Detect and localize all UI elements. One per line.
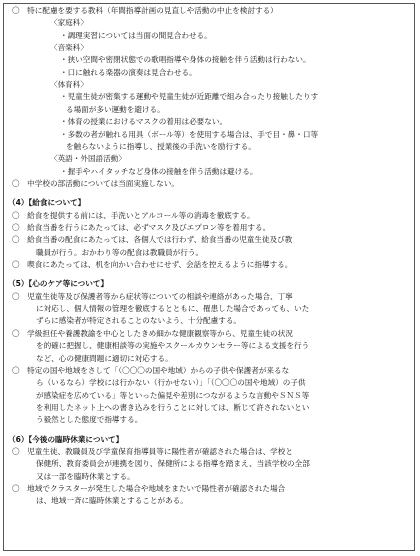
mental-care-item-cont: う毅然とした態度で指導する。: [36, 415, 143, 425]
closure-item-cont: は、地域一斉に臨時休業とすることがある。: [36, 496, 188, 506]
mental-care-item-cont: が感染症を広めている」等といった偏見や差別につながるような言動やＳＮＳ等: [36, 390, 310, 400]
pe-title: 〈体育科〉: [50, 80, 88, 90]
english-title: 〈英語・外国語活動〉: [50, 154, 126, 164]
music-title: 〈音楽科〉: [50, 43, 88, 53]
pe-line: を触らないように指導し、授業後の手洗いを励行する。: [66, 141, 256, 151]
closure-item: 〇 地域でクラスターが発生した場合や地域をまたいで陽性者が確認された場合: [12, 484, 286, 493]
mental-care-item-cont: ずらに感染者が特定されることのないよう、十分配慮する。: [36, 316, 242, 326]
closure-item: 〇 児童生徒、教職員及び学童保育指導員等に陽性者が確認された場合は、学校と: [12, 446, 293, 456]
mental-care-item: 〇 学級担任や養護教諭を中心としたきめ細かな健康観察等から、児童生徒の状況: [12, 328, 293, 338]
special-subjects-item: 〇 特に配慮を要する教科（年間指導計画の見直しや活動の中止を検討する）: [12, 6, 278, 15]
closure-heading: （6）【今後の臨時休業について】: [8, 434, 124, 444]
lunch-item: 〇 給食当番を行うにあたっては、必ずマスク及びエプロン等を着用する。: [12, 222, 271, 232]
closure-item-cont: 又は一部を臨時休業とする。: [36, 471, 135, 481]
home-economics-title: 〈家庭科〉: [50, 18, 88, 28]
mental-care-item-cont: など、心の健康問題に適切に対応する。: [36, 353, 173, 363]
mental-care-item: 〇 児童生徒等及び保護者等から症状等についての相談や連絡があった場合、丁寧: [12, 291, 293, 301]
pe-line: ・体育の授業におけるマスクの着用は必要ない。: [60, 117, 228, 127]
lunch-item-cont: 職員が行う。おかわり等の配食は教職員が行う。: [36, 247, 204, 257]
lunch-item: 〇 給食を提供する前には、手洗いとアルコール等の消毒を徹底する。: [12, 210, 255, 220]
lunch-heading: （4）【給食について】: [8, 198, 86, 208]
club-activities-item: 〇 中学校の部活動については当面実施しない。: [12, 178, 179, 188]
mental-care-item-cont: ら（いるなら）学校には行かない（行かせない）」「（〇〇〇の国や地域）の子供: [36, 378, 306, 388]
lunch-item: 〇 喫食にあたっては、机を向かい合わせにせず、会話を控えるように指導する。: [12, 260, 293, 269]
music-line: ・口に触れる楽器の演奏は見合わせる。: [60, 67, 197, 77]
mental-care-item-cont: に対応し、個人情報の管理を徹底するとともに、罹患した場合であっても、いた: [36, 304, 310, 314]
pe-line: ・児童生徒が密集する運動や児童生徒が近距離で組み合ったり接触したりす: [60, 92, 319, 102]
mental-care-item-cont: を利用したネット上への書き込みを行うことに対しては、断じて許されないとい: [36, 402, 310, 412]
pe-line: る場面が多い運動を避ける。: [66, 104, 165, 114]
mental-care-item-cont: を的確に把握し、健康相談等の実施やスクールカウンセラー等による支援を行う: [36, 341, 310, 351]
mental-care-heading: （5）【心のケア等について】: [8, 279, 109, 289]
music-line: ・狭い空間や密閉状態での歌唱指導や身体の接触を伴う活動は行わない。: [60, 55, 311, 65]
lunch-item: 〇 給食当番の配食にあたっては、各個人では行わず、給食当番の児童生徒及び教: [12, 235, 293, 245]
closure-item-cont: 保健所、教育委員会が連携を図り、保健所による指導を踏まえ、当該学校の全部: [36, 459, 310, 469]
pe-line: ・多数の者が触れる用具（ボール等）を使用する場合は、手で目・鼻・口等: [60, 129, 319, 139]
mental-care-item: 〇 特定の国や地域をさして「（〇〇〇の国や地域）からの子供や保護者が来るな: [12, 365, 290, 375]
english-line: ・握手やハイタッチなど身体の接触を伴う活動は避ける。: [60, 166, 258, 176]
home-economics-line: ・調理実習については当面の間見合わせる。: [60, 30, 212, 40]
